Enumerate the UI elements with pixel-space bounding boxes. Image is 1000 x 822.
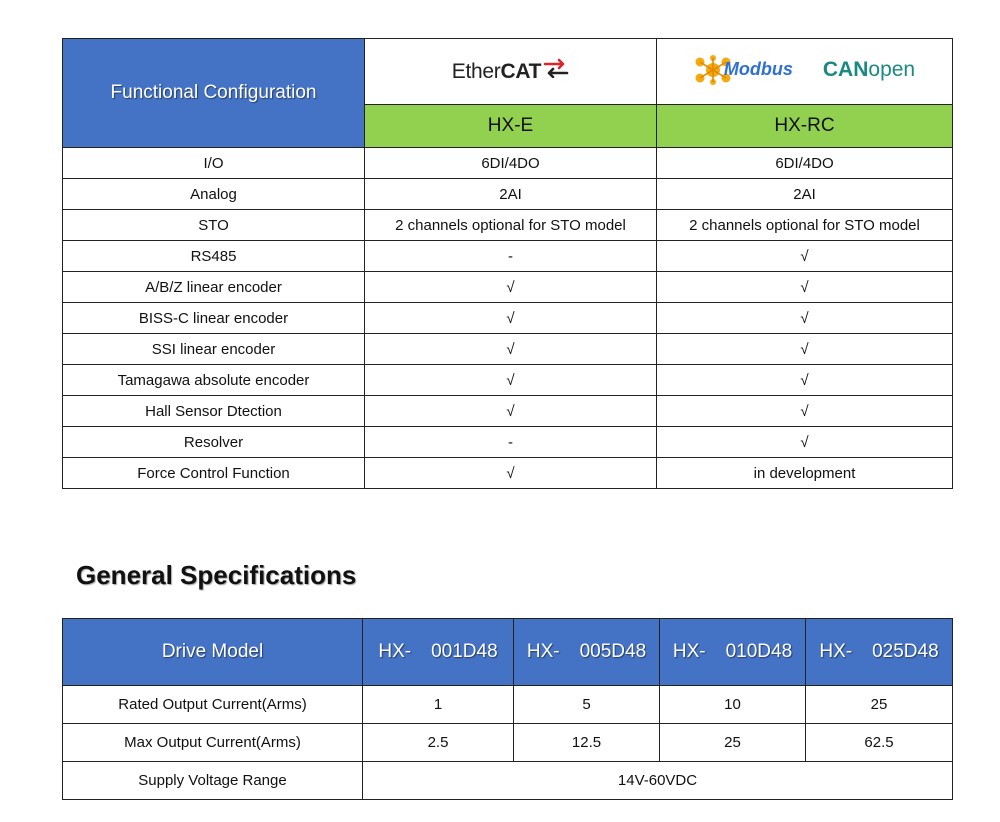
config-row-value: √: [657, 303, 953, 334]
spec-row: [63, 724, 953, 762]
config-row-value: -: [365, 427, 657, 458]
config-row-value: 2 channels optional for STO model: [365, 210, 657, 241]
config-row-label: BISS-C linear encoder: [63, 303, 365, 334]
config-row-value: in development: [657, 458, 953, 489]
config-row-label: Analog: [63, 179, 365, 210]
config-row-value: √: [365, 458, 657, 489]
config-row-value: √: [365, 365, 657, 396]
config-row-value: 2AI: [657, 179, 953, 210]
spec-row-value: 2.5: [363, 724, 514, 762]
config-row-value: 2AI: [365, 179, 657, 210]
config-row-label: Hall Sensor Dtection: [63, 396, 365, 427]
config-row-value: -: [365, 241, 657, 272]
config-row-label: RS485: [63, 241, 365, 272]
config-row: [63, 148, 953, 179]
config-row-label: Force Control Function: [63, 458, 365, 489]
model-hx-rc-header: HX-RC: [657, 105, 953, 148]
canopen-logo: CANopen: [822, 57, 916, 81]
config-row-label: I/O: [63, 148, 365, 179]
functional-configuration-table: [62, 38, 953, 489]
functional-configuration-label: Functional Configuration: [110, 82, 317, 103]
config-row: [63, 210, 953, 241]
config-row: [63, 179, 953, 210]
config-row: [63, 365, 953, 396]
config-row-value: √: [657, 365, 953, 396]
spec-row-value: 10: [660, 686, 806, 724]
config-row-label: Resolver: [63, 427, 365, 458]
drive-model-cell: HX- 005D48: [514, 619, 660, 686]
spec-row: [63, 686, 953, 724]
config-row-value: √: [365, 396, 657, 427]
config-row-value: 6DI/4DO: [657, 148, 953, 179]
config-row-value: √: [657, 241, 953, 272]
general-specifications-title: General Specifications: [76, 560, 357, 590]
modbus-canopen-logo-cell: [657, 39, 953, 105]
drive-model-header: Drive Model: [63, 619, 363, 686]
config-row-value: √: [657, 334, 953, 365]
config-row-label: Tamagawa absolute encoder: [63, 365, 365, 396]
config-row-label: STO: [63, 210, 365, 241]
config-row: [63, 334, 953, 365]
general-specifications-table: [62, 618, 953, 800]
spec-row-label: Rated Output Current(Arms): [63, 686, 363, 724]
config-row-value: 2 channels optional for STO model: [657, 210, 953, 241]
spec-row-value: 5: [514, 686, 660, 724]
config-row-value: 6DI/4DO: [365, 148, 657, 179]
drive-model-cell: HX- 025D48: [806, 619, 953, 686]
functional-configuration-header: [63, 39, 365, 148]
config-row-value: √: [657, 427, 953, 458]
spec-row-value: 25: [660, 724, 806, 762]
ethercat-arrows-icon: [543, 58, 569, 78]
supply-voltage-label: Supply Voltage Range: [63, 762, 363, 800]
spec-row-value: 1: [363, 686, 514, 724]
config-row: [63, 396, 953, 427]
config-row-label: SSI linear encoder: [63, 334, 365, 365]
ethercat-logo-cell: [365, 39, 657, 105]
config-row-value: √: [365, 272, 657, 303]
config-row-value: √: [365, 303, 657, 334]
supply-voltage-value: 14V-60VDC: [363, 762, 953, 800]
config-row-value: √: [365, 334, 657, 365]
spec-row-value: 62.5: [806, 724, 953, 762]
config-row: [63, 458, 953, 489]
config-row: [63, 241, 953, 272]
config-row-value: √: [657, 396, 953, 427]
config-row: [63, 427, 953, 458]
config-row: [63, 272, 953, 303]
drive-model-cell: HX- 001D48: [363, 619, 514, 686]
ethercat-logo: Ether CAT: [452, 60, 569, 84]
config-row: [63, 303, 953, 334]
config-row-value: √: [657, 272, 953, 303]
spec-row-value: 12.5: [514, 724, 660, 762]
drive-model-cell: HX- 010D48: [660, 619, 806, 686]
spec-row-label: Max Output Current(Arms): [63, 724, 363, 762]
model-hx-e-header: HX-E: [365, 105, 657, 148]
config-row-label: A/B/Z linear encoder: [63, 272, 365, 303]
spec-row-value: 25: [806, 686, 953, 724]
modbus-logo: Modbus: [694, 55, 793, 85]
